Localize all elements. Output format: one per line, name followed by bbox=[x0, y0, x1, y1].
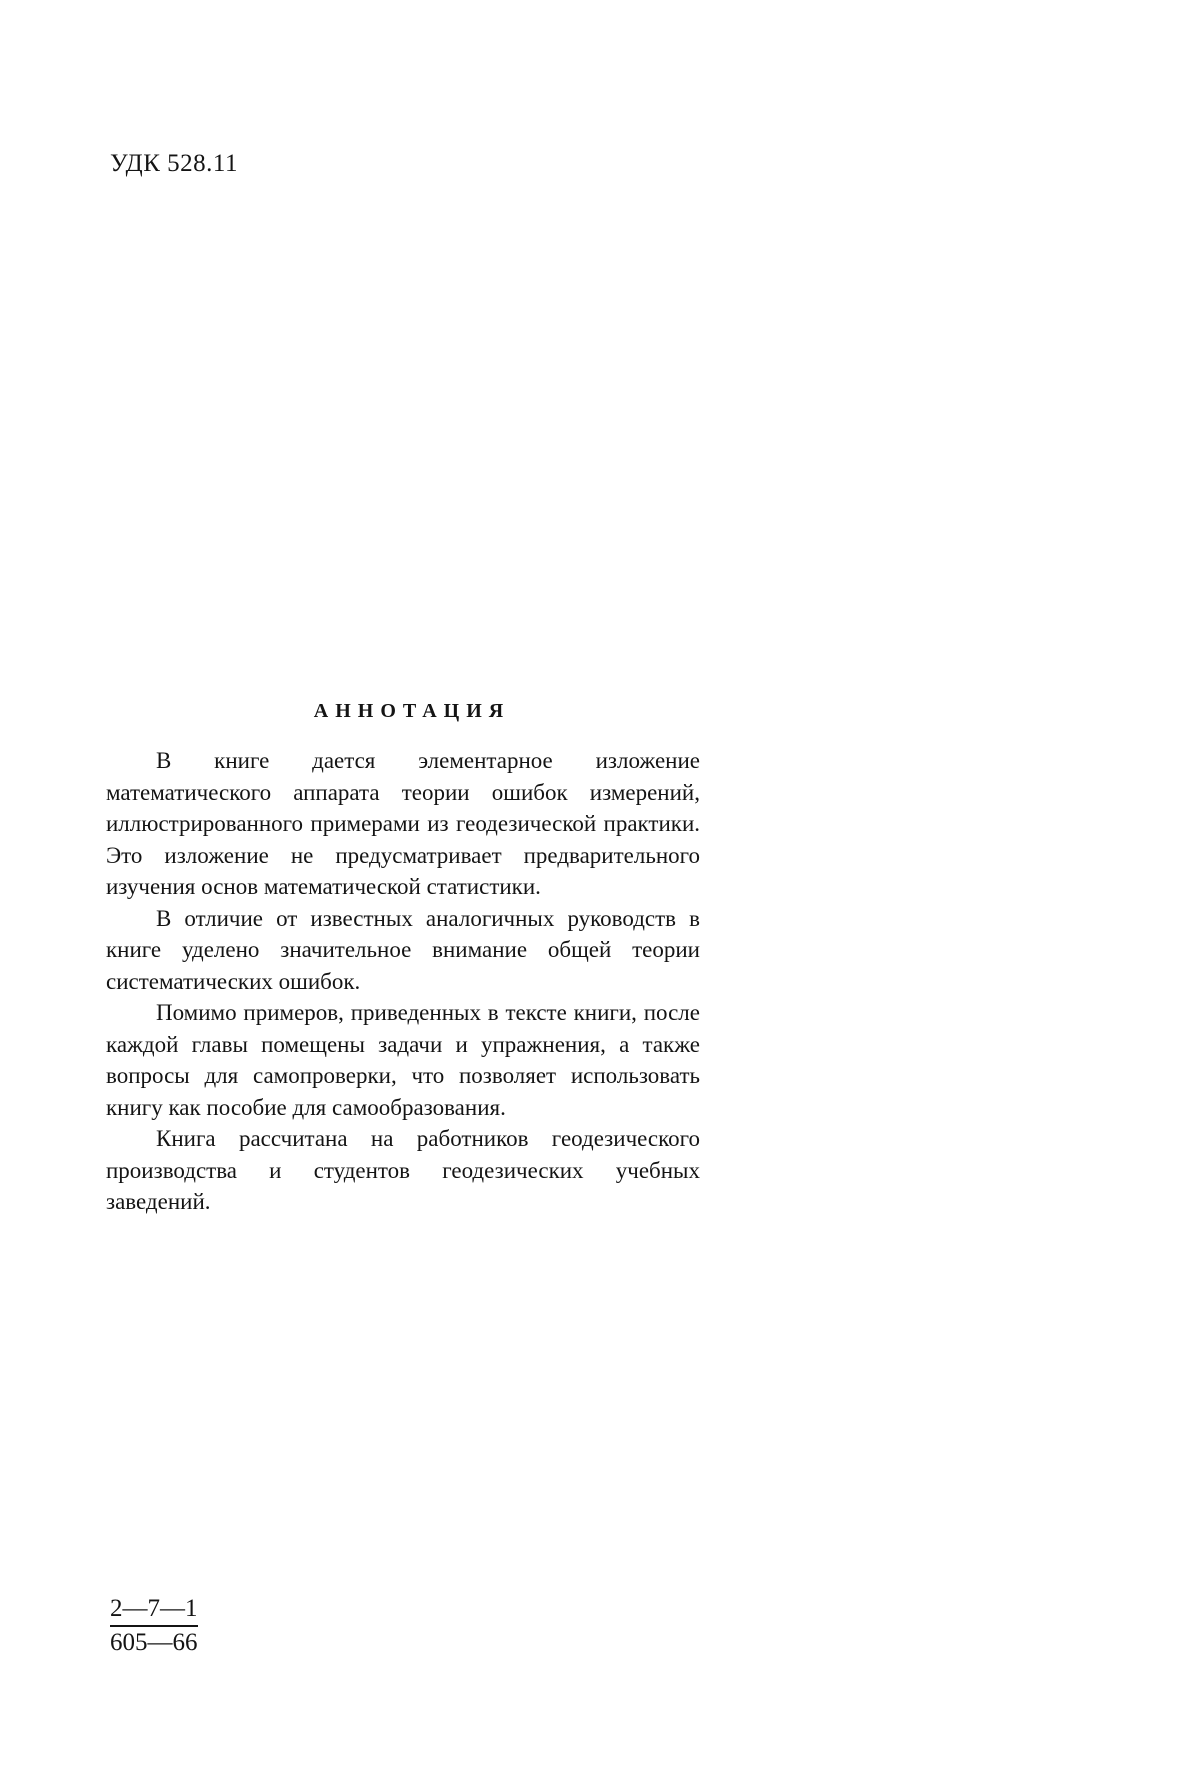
publication-code-denominator: 605—66 bbox=[110, 1629, 198, 1656]
udk-code: УДК 528.11 bbox=[110, 150, 238, 177]
publication-code bbox=[110, 1594, 198, 1658]
publication-code-numerator: 2—7—1 bbox=[110, 1594, 198, 1627]
annotation-paragraph: Книга рассчитана на работников геодезического производства и студентов геодезических учебных заведений. bbox=[106, 1126, 700, 1214]
annotation-title: АННОТАЦИЯ bbox=[313, 700, 511, 722]
annotation-section bbox=[106, 700, 700, 1218]
annotation-paragraph: В отличие от известных аналогичных руководств в книге уделено значительное внимание общей теории систематических ошибок. bbox=[106, 905, 700, 994]
annotation-paragraph: В книге дается элементарное изложение математического аппарата теории ошибок измерений, иллюстрированного примерами из геодезической практики. Это изложение не предусматривает предварительного изучения основ математической статистики. bbox=[106, 748, 700, 899]
annotation-paragraph: Помимо примеров, приведенных в тексте книги, после каждой главы помещены задачи и упражнения, а также вопросы для самопроверки, что позволяет использовать книгу как пособие для самообразования. bbox=[106, 1000, 700, 1120]
